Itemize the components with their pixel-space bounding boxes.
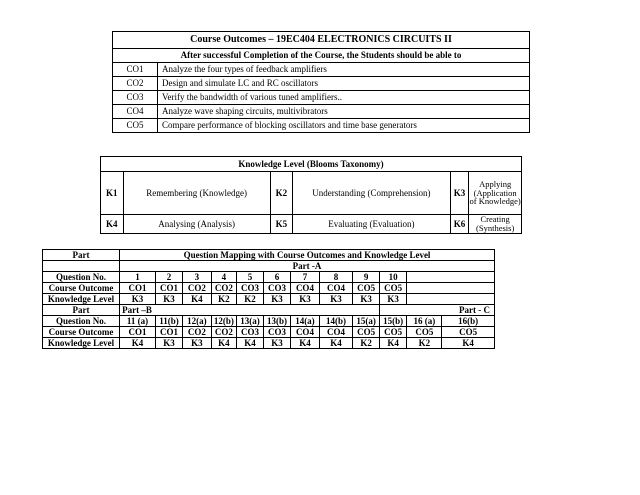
k-label: Analysing (Analysis) <box>123 215 270 234</box>
part-bc-question-row <box>43 316 495 327</box>
outcome-row <box>113 91 530 105</box>
k-code: K2 <box>270 172 293 215</box>
outcome-value: CO2 <box>211 283 237 294</box>
question-number: 5 <box>237 272 264 283</box>
outcome-value: CO3 <box>263 327 290 338</box>
k-label: Creating (Synthesis) <box>469 215 522 234</box>
knowledge-value: K3 <box>155 294 182 305</box>
part-c-label: Part - C <box>379 305 494 316</box>
question-number: 11 (a) <box>120 316 156 327</box>
knowledge-value: K2 <box>211 294 237 305</box>
question-number: 6 <box>263 272 290 283</box>
question-number: 14(a) <box>291 316 319 327</box>
blank-cell <box>407 283 495 294</box>
question-number: 1 <box>120 272 156 283</box>
row-label: Question No. <box>43 272 120 283</box>
knowledge-level-title: Knowledge Level (Blooms Taxonomy) <box>101 157 522 172</box>
outcome-value: CO2 <box>211 327 237 338</box>
knowledge-value: K4 <box>291 338 319 349</box>
outcome-row <box>113 63 530 77</box>
outcome-value: CO4 <box>319 327 353 338</box>
part-bc-knowledge-row <box>43 338 495 349</box>
course-outcomes-subtitle: After successful Completion of the Course, the Students should be able to <box>113 49 530 63</box>
knowledge-value: K3 <box>379 294 406 305</box>
part-a-question-row <box>43 272 495 283</box>
row-label: Question No. <box>43 316 120 327</box>
question-number: 13(a) <box>237 316 264 327</box>
question-number: 9 <box>353 272 380 283</box>
knowledge-value: K3 <box>183 338 211 349</box>
question-number: 16(b) <box>442 316 495 327</box>
outcome-row <box>113 119 530 133</box>
knowledge-value: K4 <box>120 338 156 349</box>
knowledge-value: K4 <box>211 338 237 349</box>
outcome-text: Analyze wave shaping circuits, multivibrators <box>158 105 530 119</box>
part-label: Part <box>43 250 120 261</box>
outcome-code: CO1 <box>113 63 158 77</box>
outcome-value: CO5 <box>442 327 495 338</box>
k-label: Understanding (Comprehension) <box>293 172 450 215</box>
question-number: 12(b) <box>211 316 237 327</box>
question-number: 4 <box>211 272 237 283</box>
course-outcomes-table <box>112 31 530 133</box>
blank-cell <box>43 261 120 272</box>
outcome-value: CO1 <box>155 283 182 294</box>
row-label: Knowledge Level <box>43 338 120 349</box>
outcome-value: CO5 <box>407 327 442 338</box>
outcome-value: CO3 <box>263 283 290 294</box>
outcome-value: CO3 <box>237 327 264 338</box>
knowledge-level-table <box>100 156 522 234</box>
outcome-value: CO4 <box>291 327 319 338</box>
outcome-value: CO5 <box>353 283 380 294</box>
knowledge-value: K2 <box>353 338 380 349</box>
part-a-knowledge-row <box>43 294 495 305</box>
outcome-value: CO1 <box>120 327 156 338</box>
question-number: 15(a) <box>353 316 380 327</box>
knowledge-value: K3 <box>263 338 290 349</box>
outcome-value: CO3 <box>237 283 264 294</box>
question-number: 10 <box>379 272 406 283</box>
k-code: K4 <box>101 215 124 234</box>
part-bc-outcome-row <box>43 327 495 338</box>
row-label: Course Outcome <box>43 327 120 338</box>
outcome-value: CO1 <box>120 283 156 294</box>
knowledge-value: K3 <box>263 294 290 305</box>
outcome-value: CO2 <box>183 283 211 294</box>
knowledge-row <box>101 215 522 234</box>
k-code: K5 <box>270 215 293 234</box>
part-b-label: Part –B <box>120 305 380 316</box>
outcome-row <box>113 105 530 119</box>
outcome-code: CO3 <box>113 91 158 105</box>
outcome-text: Design and simulate LC and RC oscillators <box>158 77 530 91</box>
outcome-value: CO5 <box>379 283 406 294</box>
part-label: Part <box>43 305 120 316</box>
knowledge-value: K3 <box>155 338 182 349</box>
knowledge-value: K4 <box>379 338 406 349</box>
knowledge-value: K3 <box>291 294 319 305</box>
knowledge-row <box>101 172 522 215</box>
part-a-outcome-row <box>43 283 495 294</box>
row-label: Course Outcome <box>43 283 120 294</box>
question-number: 15(b) <box>379 316 406 327</box>
outcome-value: CO4 <box>319 283 353 294</box>
outcome-text: Compare performance of blocking oscillators and time base generators <box>158 119 530 133</box>
knowledge-value: K4 <box>319 338 353 349</box>
outcome-code: CO2 <box>113 77 158 91</box>
outcome-value: CO5 <box>379 327 406 338</box>
knowledge-value: K4 <box>442 338 495 349</box>
knowledge-value: K2 <box>237 294 264 305</box>
outcome-value: CO5 <box>353 327 380 338</box>
course-outcomes-title: Course Outcomes – 19EC404 ELECTRONICS CIRCUITS II <box>113 32 530 49</box>
question-number: 14(b) <box>319 316 353 327</box>
k-code: K3 <box>450 172 469 215</box>
row-label: Knowledge Level <box>43 294 120 305</box>
question-number: 8 <box>319 272 353 283</box>
k-code: K1 <box>101 172 124 215</box>
outcome-code: CO5 <box>113 119 158 133</box>
knowledge-value: K2 <box>407 338 442 349</box>
question-number: 11(b) <box>155 316 182 327</box>
k-label: Applying (Application of Knowledge) <box>469 172 522 215</box>
knowledge-value: K3 <box>120 294 156 305</box>
outcome-text: Verify the bandwidth of various tuned amplifiers.. <box>158 91 530 105</box>
question-number: 2 <box>155 272 182 283</box>
question-number: 12(a) <box>183 316 211 327</box>
knowledge-value: K4 <box>237 338 264 349</box>
outcome-value: CO2 <box>183 327 211 338</box>
k-label: Remembering (Knowledge) <box>123 172 270 215</box>
question-number: 16 (a) <box>407 316 442 327</box>
blank-cell <box>407 272 495 283</box>
knowledge-value: K3 <box>353 294 380 305</box>
question-number: 13(b) <box>263 316 290 327</box>
blank-cell <box>407 294 495 305</box>
outcome-code: CO4 <box>113 105 158 119</box>
knowledge-value: K4 <box>183 294 211 305</box>
outcome-text: Analyze the four types of feedback amplifiers <box>158 63 530 77</box>
question-number: 3 <box>183 272 211 283</box>
part-a-label: Part -A <box>120 261 495 272</box>
outcome-value: CO4 <box>291 283 319 294</box>
outcome-row <box>113 77 530 91</box>
knowledge-value: K3 <box>319 294 353 305</box>
question-mapping-title: Question Mapping with Course Outcomes and Knowledge Level <box>120 250 495 261</box>
question-number: 7 <box>291 272 319 283</box>
k-label: Evaluating (Evaluation) <box>293 215 450 234</box>
k-code: K6 <box>450 215 469 234</box>
outcome-value: CO1 <box>155 327 182 338</box>
question-mapping-table <box>42 249 495 349</box>
